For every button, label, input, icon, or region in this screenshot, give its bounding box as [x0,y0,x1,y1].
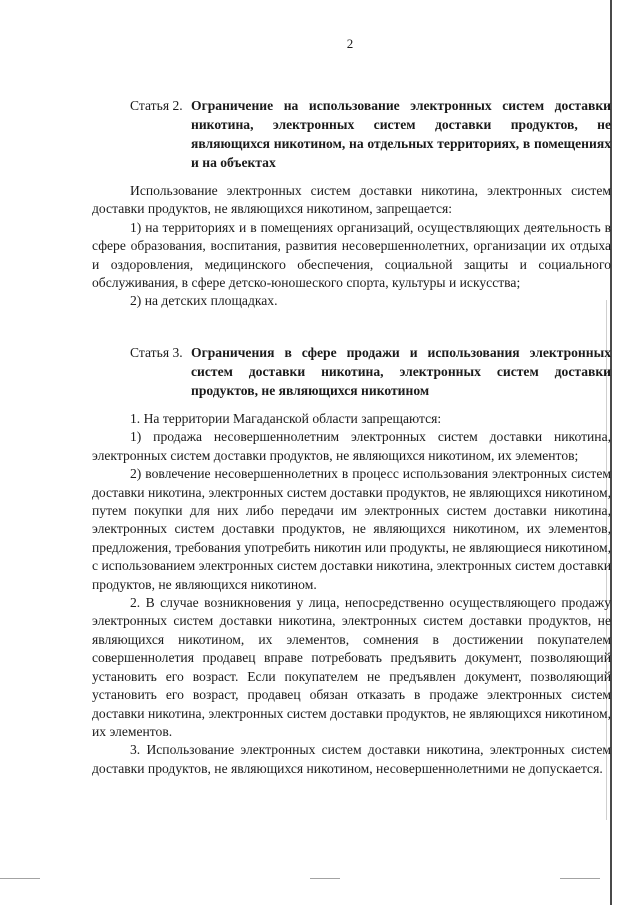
article-2-number: Статья 2. [130,98,183,113]
article-2-paragraph: 1) на территориях и в помещениях организаций, осуществляющих деятельность в сфере образования, воспитания, развития несовершеннолетних, организации их отдыха и оздоровления, медицинского обеспечения, социальной защиты и социального обслуживания, в сфере детско-юношеского спорта, культуры и искусства; [92,219,611,291]
scan-bottom-mark-right [560,878,600,879]
scan-bottom-mark-center [310,878,340,879]
article-3-number: Статья 3. [130,345,183,360]
page-number: 2 [346,36,354,51]
article-2-heading [92,96,611,172]
article-3-heading [92,343,611,400]
article-3-body [92,410,611,778]
article-2-title: Ограничение на использование электронных систем доставки никотина, электронных систем доставки продуктов, не являющихся никотином, на отдельных территориях, в помещениях и на объектах [191,98,611,170]
article-2-paragraph: Использование электронных систем доставки никотина, электронных систем доставки продуктов, не являющихся никотином, запрещается: [92,183,611,217]
article-2-body [92,182,611,311]
article-3-paragraph: 2. В случае возникновения у лица, непосредственно осуществляющего продажу электронных систем доставки никотина, электронных систем доставки продуктов, не являющихся никотином, их элементов, сомнения в достижении покупателем совершеннолетия продавец вправе потребовать предъявить документ, позволяющий установить его возраст. Если покупателем не предъявлен документ, позволяющий установить его возраст, продавец обязан отказать в продаже электронных систем доставки никотина, электронных систем доставки продуктов, не являющихся никотином, их элементов. [92,595,611,739]
article-3-paragraph: 2) вовлечение несовершеннолетних в процесс использования электронных систем доставки никотина, электронных систем доставки продуктов, не являющихся никотином, путем покупки для них либо передачи им электронных систем доставки никотина, электронных систем доставки продуктов, не являющихся никотином, их элементов, предложения, требования употребить никотин или продукты, не являющиеся никотином, с использованием электронных систем доставки никотина, электронных систем доставки продуктов, не являющихся никотином. [92,466,611,592]
scan-bottom-mark-left [0,878,40,879]
article-3-paragraph: 1. На территории Магаданской области запрещаются: [130,411,442,426]
article-3-paragraph: 1) продажа несовершеннолетним электронных систем доставки никотина, электронных систем доставки продуктов, не являющихся никотином, их элементов; [92,429,611,463]
article-3-paragraph: 3. Использование электронных систем доставки никотина, электронных систем доставки продуктов, не являющихся никотином, несовершеннолетними не допускается. [92,742,611,776]
article-3-title: Ограничения в сфере продажи и использования электронных систем доставки никотина, электронных систем доставки продуктов, не являющихся никотином [191,345,611,398]
article-2-paragraph: 2) на детских площадках. [130,293,278,309]
